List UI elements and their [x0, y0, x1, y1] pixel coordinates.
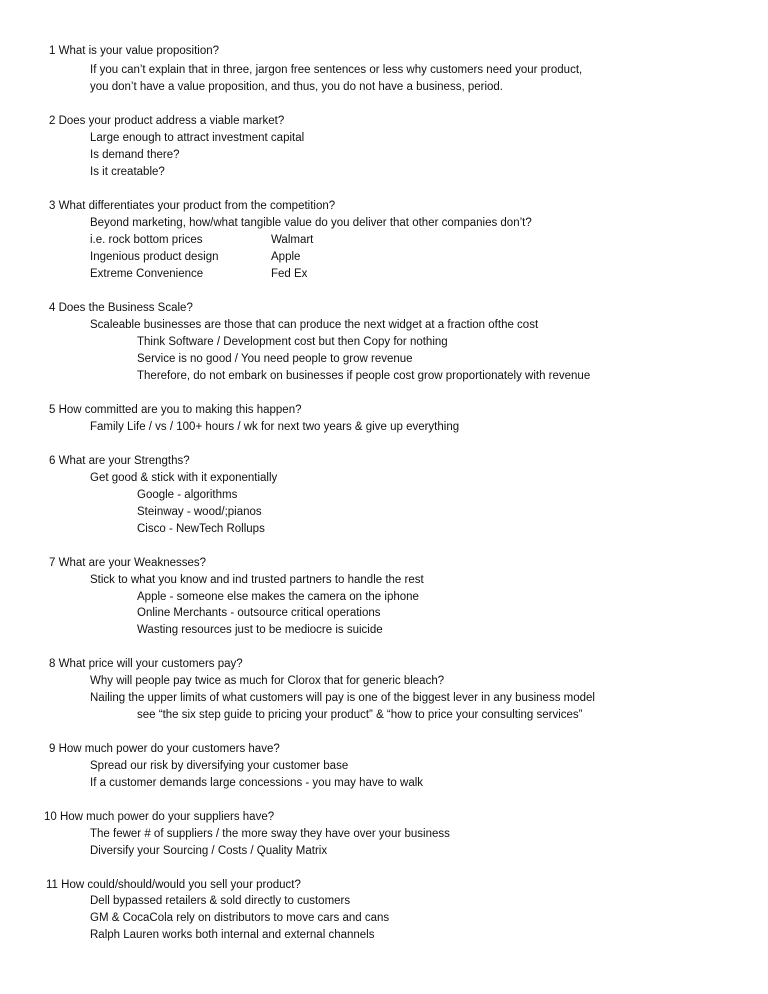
- answer-line: Family Life / vs / 100+ hours / wk for next two years & give up everything: [90, 421, 460, 433]
- example-company: Fed Ex: [271, 268, 308, 280]
- example-company: Walmart: [271, 234, 314, 246]
- sub-line: Cisco - NewTech Rollups: [137, 523, 265, 535]
- answer-line: Stick to what you know and ind trusted partners to handle the rest: [90, 574, 424, 586]
- example-label: Extreme Convenience: [90, 268, 204, 280]
- question-3: 3 What differentiates your product from the competition?: [49, 200, 336, 212]
- answer-line: Is demand there?: [90, 149, 180, 161]
- answer-line: The fewer # of suppliers / the more sway they have over your business: [90, 828, 450, 840]
- question-9: 9 How much power do your customers have?: [49, 743, 280, 755]
- sub-line: Therefore, do not embark on businesses if people cost grow proportionately with revenue: [137, 370, 591, 382]
- sub-line: Think Software / Development cost but then Copy for nothing: [137, 336, 448, 348]
- answer-line: If a customer demands large concessions - you may have to walk: [90, 777, 424, 789]
- sub-line: Google - algorithms: [137, 489, 238, 501]
- question-8: 8 What price will your customers pay?: [49, 658, 243, 670]
- question-6: 6 What are your Strengths?: [49, 455, 190, 467]
- question-10: 10 How much power do your suppliers have?: [44, 811, 275, 823]
- question-1: 1 What is your value proposition?: [49, 45, 220, 57]
- example-company: Apple: [271, 251, 301, 263]
- answer-line: Dell bypassed retailers & sold directly to customers: [90, 895, 351, 907]
- answer-line: Spread our risk by diversifying your customer base: [90, 760, 349, 772]
- sub-line: Apple - someone else makes the camera on the iphone: [137, 591, 419, 603]
- answer-line: you don’t have a value proposition, and thus, you do not have a business, period.: [90, 81, 504, 93]
- answer-line: Large enough to attract investment capital: [90, 132, 305, 144]
- answer-line: If you can’t explain that in three, jargon free sentences or less why customers need your product,: [90, 64, 583, 76]
- answer-line: Get good & stick with it exponentially: [90, 472, 278, 484]
- answer-line: Ralph Lauren works both internal and external channels: [90, 929, 375, 941]
- question-2: 2 Does your product address a viable market?: [49, 115, 285, 127]
- answer-line: Why will people pay twice as much for Clorox that for generic bleach?: [90, 675, 445, 687]
- question-4: 4 Does the Business Scale?: [49, 302, 193, 314]
- answer-line: Scaleable businesses are those that can produce the next widget at a fraction ofthe cost: [90, 319, 539, 331]
- sub-line: Steinway - wood/;pianos: [137, 506, 262, 518]
- sub-line: Service is no good / You need people to grow revenue: [137, 353, 413, 365]
- question-7: 7 What are your Weaknesses?: [49, 557, 207, 569]
- sub-line: see “the six step guide to pricing your product” & “how to price your consulting services”: [137, 709, 583, 721]
- answer-line: GM & CocaCola rely on distributors to move cars and cans: [90, 912, 390, 924]
- answer-line: Beyond marketing, how/what tangible value do you deliver that other companies don’t?: [90, 217, 532, 229]
- sub-line: Online Merchants - outsource critical operations: [137, 607, 381, 619]
- answer-line: Diversify your Sourcing / Costs / Quality Matrix: [90, 845, 328, 857]
- answer-line: Nailing the upper limits of what customers will pay is one of the biggest lever in any business model: [90, 692, 595, 704]
- sub-line: Wasting resources just to be mediocre is suicide: [137, 624, 383, 636]
- example-label: Ingenious product design: [90, 251, 219, 263]
- question-11: 11 How could/should/would you sell your product?: [46, 879, 301, 891]
- example-label: i.e. rock bottom prices: [90, 234, 203, 246]
- question-5: 5 How committed are you to making this happen?: [49, 404, 302, 416]
- answer-line: Is it creatable?: [90, 166, 165, 178]
